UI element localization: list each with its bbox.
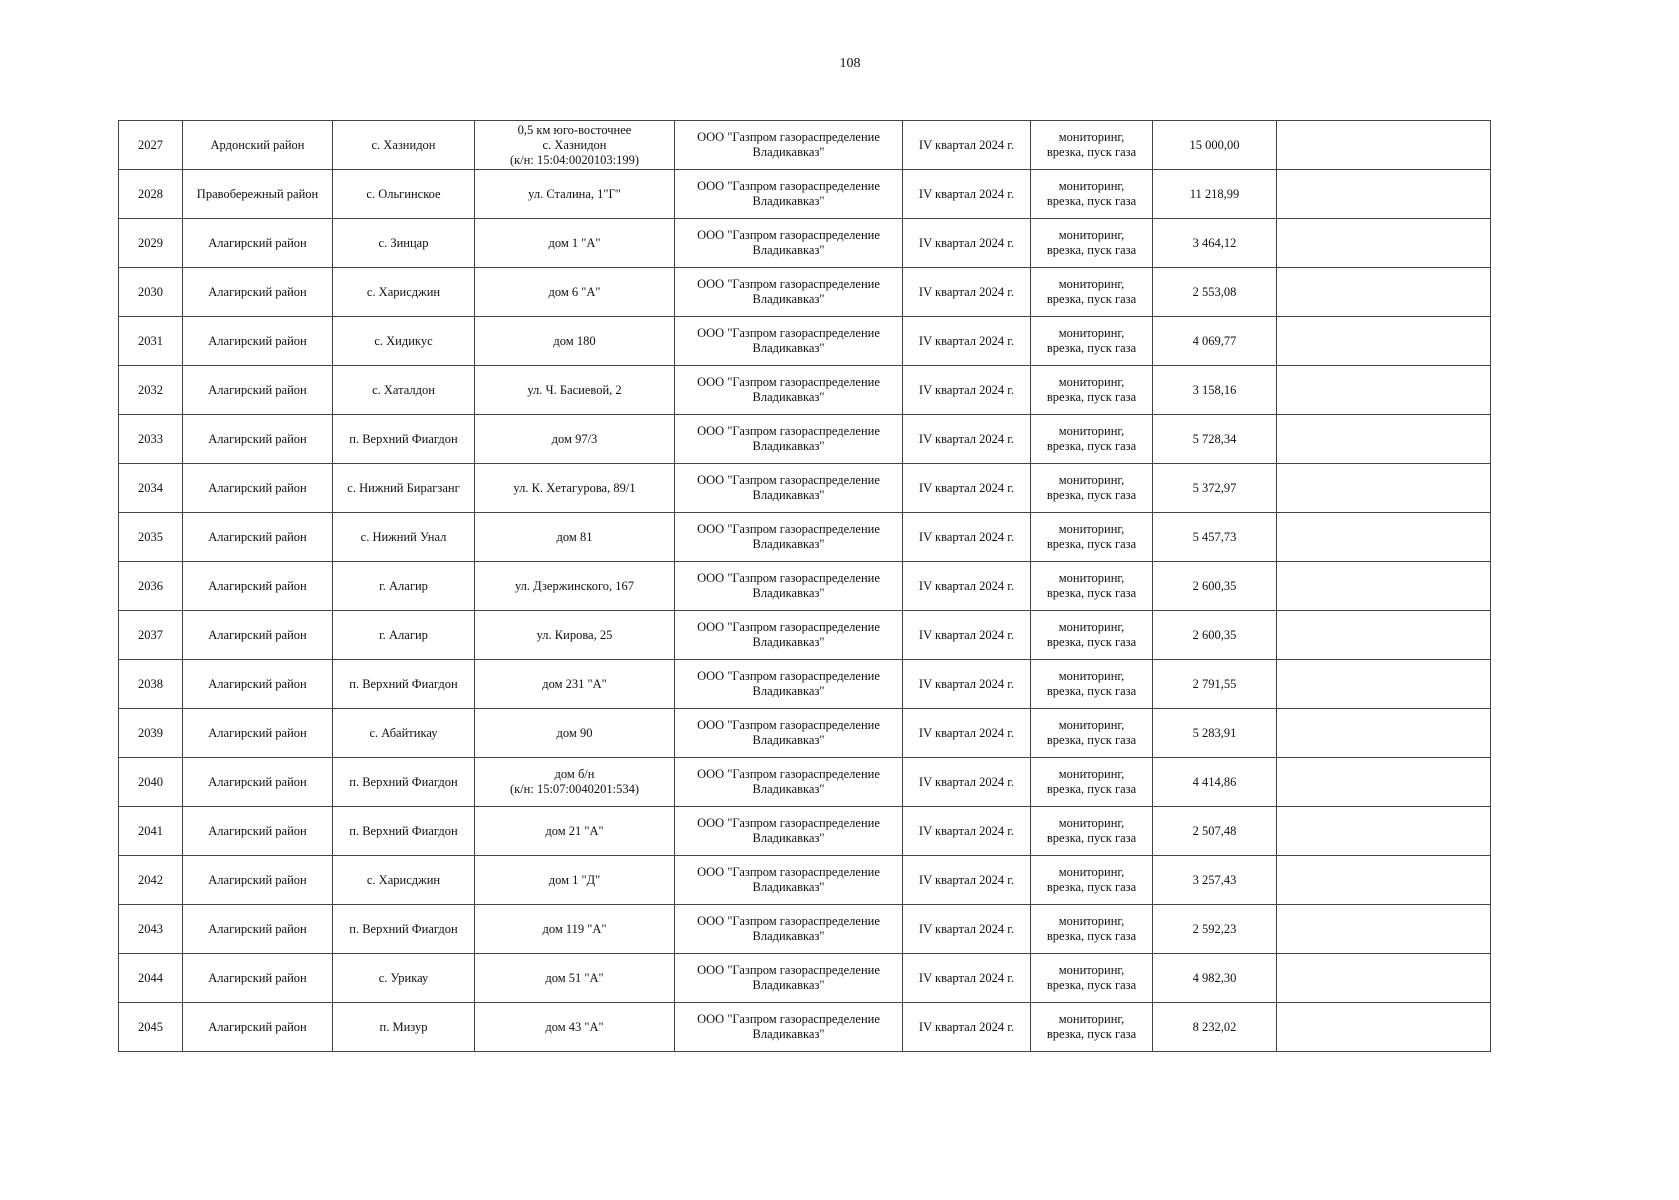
settlement-cell: с. Ольгинское — [333, 170, 475, 219]
settlement-cell: с. Харисджин — [333, 268, 475, 317]
organization-cell: ООО "Газпром газораспределение Владикавказ" — [675, 562, 903, 611]
organization-cell: ООО "Газпром газораспределение Владикавказ" — [675, 170, 903, 219]
amount-cell: 4 069,77 — [1153, 317, 1277, 366]
work-type-cell: мониторинг, врезка, пуск газа — [1031, 464, 1153, 513]
amount-cell: 3 158,16 — [1153, 366, 1277, 415]
row-number-cell: 2032 — [119, 366, 183, 415]
empty-cell — [1277, 660, 1491, 709]
work-type-cell: мониторинг, врезка, пуск газа — [1031, 758, 1153, 807]
district-cell: Алагирский район — [183, 856, 333, 905]
table-row — [119, 268, 1491, 317]
amount-cell: 2 507,48 — [1153, 807, 1277, 856]
work-type-cell: мониторинг, врезка, пуск газа — [1031, 905, 1153, 954]
amount-cell: 2 791,55 — [1153, 660, 1277, 709]
settlement-cell: п. Верхний Фиагдон — [333, 905, 475, 954]
row-number-cell: 2045 — [119, 1003, 183, 1052]
row-number-cell: 2043 — [119, 905, 183, 954]
amount-cell: 5 283,91 — [1153, 709, 1277, 758]
organization-cell: ООО "Газпром газораспределение Владикавказ" — [675, 856, 903, 905]
address-cell: дом 180 — [475, 317, 675, 366]
organization-cell: ООО "Газпром газораспределение Владикавказ" — [675, 317, 903, 366]
table-row — [119, 170, 1491, 219]
period-cell: IV квартал 2024 г. — [903, 954, 1031, 1003]
address-cell: дом 1 "Д" — [475, 856, 675, 905]
row-number-cell: 2044 — [119, 954, 183, 1003]
district-cell: Правобережный район — [183, 170, 333, 219]
settlement-cell: п. Верхний Фиагдон — [333, 415, 475, 464]
period-cell: IV квартал 2024 г. — [903, 856, 1031, 905]
table-row — [119, 121, 1491, 170]
address-cell: дом 43 "А" — [475, 1003, 675, 1052]
settlement-cell: с. Хаталдон — [333, 366, 475, 415]
empty-cell — [1277, 758, 1491, 807]
address-cell: дом 21 "А" — [475, 807, 675, 856]
table-row — [119, 464, 1491, 513]
settlement-cell: п. Мизур — [333, 1003, 475, 1052]
organization-cell: ООО "Газпром газораспределение Владикавказ" — [675, 219, 903, 268]
period-cell: IV квартал 2024 г. — [903, 268, 1031, 317]
empty-cell — [1277, 170, 1491, 219]
row-number-cell: 2027 — [119, 121, 183, 170]
settlement-cell: г. Алагир — [333, 611, 475, 660]
district-cell: Алагирский район — [183, 758, 333, 807]
period-cell: IV квартал 2024 г. — [903, 709, 1031, 758]
settlement-cell: с. Нижний Бирагзанг — [333, 464, 475, 513]
empty-cell — [1277, 415, 1491, 464]
period-cell: IV квартал 2024 г. — [903, 660, 1031, 709]
empty-cell — [1277, 121, 1491, 170]
table-row — [119, 660, 1491, 709]
table-row — [119, 219, 1491, 268]
empty-cell — [1277, 366, 1491, 415]
work-type-cell: мониторинг, врезка, пуск газа — [1031, 219, 1153, 268]
row-number-cell: 2033 — [119, 415, 183, 464]
empty-cell — [1277, 1003, 1491, 1052]
settlement-cell: п. Верхний Фиагдон — [333, 807, 475, 856]
district-cell: Алагирский район — [183, 611, 333, 660]
address-cell: дом 231 "А" — [475, 660, 675, 709]
address-cell: дом 81 — [475, 513, 675, 562]
settlement-cell: с. Абайтикау — [333, 709, 475, 758]
work-type-cell: мониторинг, врезка, пуск газа — [1031, 170, 1153, 219]
period-cell: IV квартал 2024 г. — [903, 758, 1031, 807]
amount-cell: 15 000,00 — [1153, 121, 1277, 170]
period-cell: IV квартал 2024 г. — [903, 807, 1031, 856]
row-number-cell: 2040 — [119, 758, 183, 807]
table-row — [119, 954, 1491, 1003]
district-cell: Алагирский район — [183, 660, 333, 709]
table-row — [119, 758, 1491, 807]
period-cell: IV квартал 2024 г. — [903, 366, 1031, 415]
organization-cell: ООО "Газпром газораспределение Владикавказ" — [675, 807, 903, 856]
empty-cell — [1277, 856, 1491, 905]
work-type-cell: мониторинг, врезка, пуск газа — [1031, 415, 1153, 464]
amount-cell: 5 457,73 — [1153, 513, 1277, 562]
row-number-cell: 2034 — [119, 464, 183, 513]
table-row — [119, 1003, 1491, 1052]
period-cell: IV квартал 2024 г. — [903, 562, 1031, 611]
address-cell: дом 97/3 — [475, 415, 675, 464]
work-type-cell: мониторинг, врезка, пуск газа — [1031, 121, 1153, 170]
work-type-cell: мониторинг, врезка, пуск газа — [1031, 513, 1153, 562]
work-type-cell: мониторинг, врезка, пуск газа — [1031, 856, 1153, 905]
empty-cell — [1277, 513, 1491, 562]
work-type-cell: мониторинг, врезка, пуск газа — [1031, 954, 1153, 1003]
district-cell: Алагирский район — [183, 415, 333, 464]
period-cell: IV квартал 2024 г. — [903, 1003, 1031, 1052]
table-row — [119, 317, 1491, 366]
amount-cell: 5 372,97 — [1153, 464, 1277, 513]
organization-cell: ООО "Газпром газораспределение Владикавказ" — [675, 954, 903, 1003]
organization-cell: ООО "Газпром газораспределение Владикавказ" — [675, 415, 903, 464]
organization-cell: ООО "Газпром газораспределение Владикавказ" — [675, 121, 903, 170]
organization-cell: ООО "Газпром газораспределение Владикавказ" — [675, 464, 903, 513]
amount-cell: 2 600,35 — [1153, 611, 1277, 660]
period-cell: IV квартал 2024 г. — [903, 219, 1031, 268]
organization-cell: ООО "Газпром газораспределение Владикавказ" — [675, 758, 903, 807]
amount-cell: 3 464,12 — [1153, 219, 1277, 268]
district-cell: Ардонский район — [183, 121, 333, 170]
district-cell: Алагирский район — [183, 513, 333, 562]
settlement-cell: с. Харисджин — [333, 856, 475, 905]
data-table — [118, 120, 1491, 1052]
row-number-cell: 2037 — [119, 611, 183, 660]
address-cell: ул. Ч. Басиевой, 2 — [475, 366, 675, 415]
organization-cell: ООО "Газпром газораспределение Владикавказ" — [675, 709, 903, 758]
empty-cell — [1277, 807, 1491, 856]
row-number-cell: 2028 — [119, 170, 183, 219]
settlement-cell: с. Нижний Унал — [333, 513, 475, 562]
organization-cell: ООО "Газпром газораспределение Владикавказ" — [675, 611, 903, 660]
work-type-cell: мониторинг, врезка, пуск газа — [1031, 317, 1153, 366]
empty-cell — [1277, 317, 1491, 366]
empty-cell — [1277, 709, 1491, 758]
period-cell: IV квартал 2024 г. — [903, 317, 1031, 366]
row-number-cell: 2030 — [119, 268, 183, 317]
settlement-cell: с. Зинцар — [333, 219, 475, 268]
table-row — [119, 856, 1491, 905]
address-cell: ул. Дзержинского, 167 — [475, 562, 675, 611]
empty-cell — [1277, 562, 1491, 611]
period-cell: IV квартал 2024 г. — [903, 121, 1031, 170]
period-cell: IV квартал 2024 г. — [903, 611, 1031, 660]
address-cell: дом 51 "А" — [475, 954, 675, 1003]
amount-cell: 2 592,23 — [1153, 905, 1277, 954]
table-row — [119, 611, 1491, 660]
district-cell: Алагирский район — [183, 954, 333, 1003]
row-number-cell: 2036 — [119, 562, 183, 611]
amount-cell: 11 218,99 — [1153, 170, 1277, 219]
settlement-cell: п. Верхний Фиагдон — [333, 758, 475, 807]
district-cell: Алагирский район — [183, 219, 333, 268]
work-type-cell: мониторинг, врезка, пуск газа — [1031, 807, 1153, 856]
table-row — [119, 366, 1491, 415]
amount-cell: 3 257,43 — [1153, 856, 1277, 905]
district-cell: Алагирский район — [183, 562, 333, 611]
amount-cell: 4 982,30 — [1153, 954, 1277, 1003]
work-type-cell: мониторинг, врезка, пуск газа — [1031, 1003, 1153, 1052]
address-cell: 0,5 км юго-восточнее с. Хазнидон (к/н: 15:04:0020103:199) — [475, 121, 675, 170]
period-cell: IV квартал 2024 г. — [903, 415, 1031, 464]
period-cell: IV квартал 2024 г. — [903, 170, 1031, 219]
organization-cell: ООО "Газпром газораспределение Владикавказ" — [675, 660, 903, 709]
work-type-cell: мониторинг, врезка, пуск газа — [1031, 611, 1153, 660]
work-type-cell: мониторинг, врезка, пуск газа — [1031, 562, 1153, 611]
district-cell: Алагирский район — [183, 268, 333, 317]
address-cell: ул. Кирова, 25 — [475, 611, 675, 660]
settlement-cell: с. Хазнидон — [333, 121, 475, 170]
settlement-cell: с. Хидикус — [333, 317, 475, 366]
district-cell: Алагирский район — [183, 464, 333, 513]
row-number-cell: 2038 — [119, 660, 183, 709]
table-row — [119, 513, 1491, 562]
table-body — [119, 121, 1491, 1052]
row-number-cell: 2042 — [119, 856, 183, 905]
address-cell: дом 1 "А" — [475, 219, 675, 268]
work-type-cell: мониторинг, врезка, пуск газа — [1031, 660, 1153, 709]
amount-cell: 5 728,34 — [1153, 415, 1277, 464]
page-number: 108 — [839, 56, 861, 71]
amount-cell: 2 600,35 — [1153, 562, 1277, 611]
organization-cell: ООО "Газпром газораспределение Владикавказ" — [675, 268, 903, 317]
address-cell: дом 6 "А" — [475, 268, 675, 317]
work-type-cell: мониторинг, врезка, пуск газа — [1031, 366, 1153, 415]
period-cell: IV квартал 2024 г. — [903, 905, 1031, 954]
empty-cell — [1277, 905, 1491, 954]
address-cell: дом 119 "А" — [475, 905, 675, 954]
table-row — [119, 709, 1491, 758]
organization-cell: ООО "Газпром газораспределение Владикавказ" — [675, 366, 903, 415]
district-cell: Алагирский район — [183, 1003, 333, 1052]
address-cell: ул. Сталина, 1"Г" — [475, 170, 675, 219]
organization-cell: ООО "Газпром газораспределение Владикавказ" — [675, 905, 903, 954]
district-cell: Алагирский район — [183, 709, 333, 758]
address-cell: дом 90 — [475, 709, 675, 758]
amount-cell: 8 232,02 — [1153, 1003, 1277, 1052]
row-number-cell: 2035 — [119, 513, 183, 562]
district-cell: Алагирский район — [183, 317, 333, 366]
table-row — [119, 415, 1491, 464]
address-cell: ул. К. Хетагурова, 89/1 — [475, 464, 675, 513]
settlement-cell: п. Верхний Фиагдон — [333, 660, 475, 709]
organization-cell: ООО "Газпром газораспределение Владикавказ" — [675, 1003, 903, 1052]
district-cell: Алагирский район — [183, 905, 333, 954]
period-cell: IV квартал 2024 г. — [903, 513, 1031, 562]
district-cell: Алагирский район — [183, 807, 333, 856]
amount-cell: 2 553,08 — [1153, 268, 1277, 317]
work-type-cell: мониторинг, врезка, пуск газа — [1031, 268, 1153, 317]
settlement-cell: с. Урикау — [333, 954, 475, 1003]
work-type-cell: мониторинг, врезка, пуск газа — [1031, 709, 1153, 758]
empty-cell — [1277, 954, 1491, 1003]
table-row — [119, 562, 1491, 611]
organization-cell: ООО "Газпром газораспределение Владикавказ" — [675, 513, 903, 562]
table-row — [119, 807, 1491, 856]
empty-cell — [1277, 268, 1491, 317]
row-number-cell: 2029 — [119, 219, 183, 268]
period-cell: IV квартал 2024 г. — [903, 464, 1031, 513]
empty-cell — [1277, 464, 1491, 513]
empty-cell — [1277, 611, 1491, 660]
district-cell: Алагирский район — [183, 366, 333, 415]
address-cell: дом б/н (к/н: 15:07:0040201:534) — [475, 758, 675, 807]
row-number-cell: 2031 — [119, 317, 183, 366]
empty-cell — [1277, 219, 1491, 268]
amount-cell: 4 414,86 — [1153, 758, 1277, 807]
row-number-cell: 2039 — [119, 709, 183, 758]
settlement-cell: г. Алагир — [333, 562, 475, 611]
table-row — [119, 905, 1491, 954]
row-number-cell: 2041 — [119, 807, 183, 856]
